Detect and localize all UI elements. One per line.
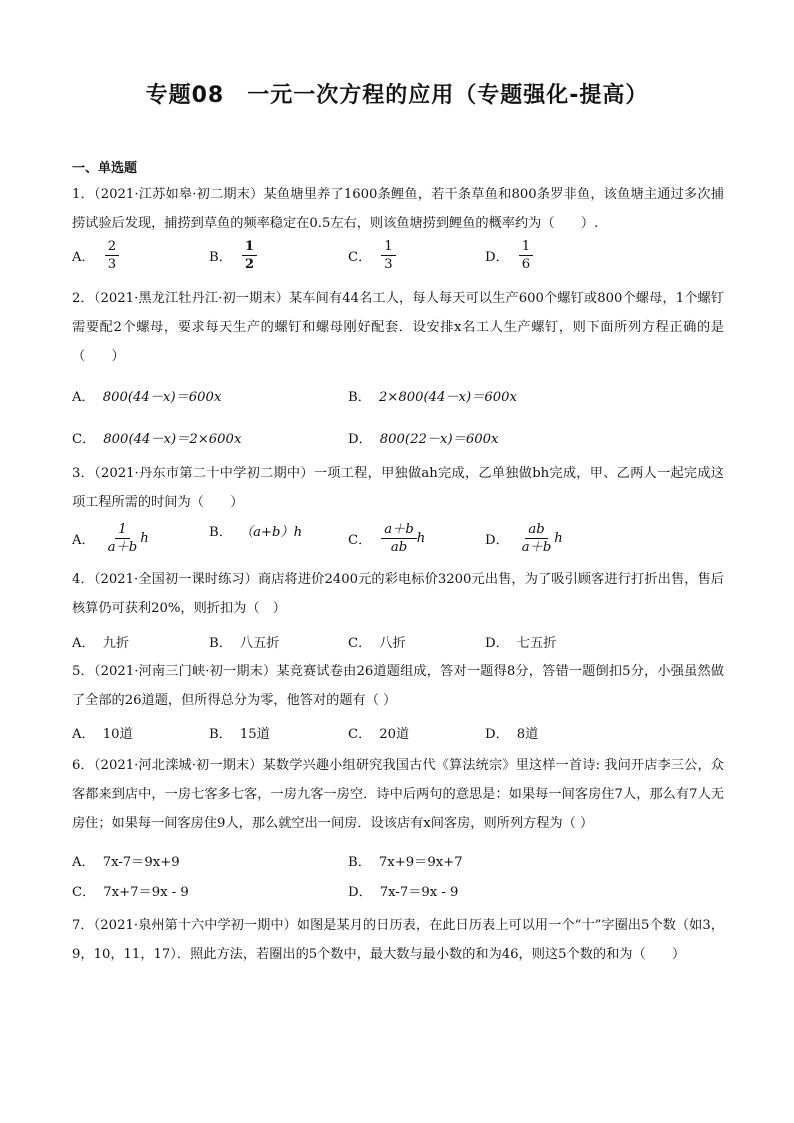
fraction: $\frac{1}{2}$ — [242, 238, 257, 273]
fraction: $\frac{1}{a+b}$ — [107, 522, 138, 555]
option-c: C． 20道 — [348, 727, 410, 742]
page-title: 专题08 一元一次方程的应用（专题强化-提高） — [145, 83, 649, 108]
question-4: 4．（2021·全国初一课时练习）商店将进价2400元的彩电标价3200元出售，为了吸引顾客进行打折出售，售后核算仍可获利20%，则折扣为（ ） — [72, 572, 724, 616]
option-d — [485, 238, 533, 273]
option-a: A． $\frac{1}{a+b}$ h — [72, 522, 149, 555]
option-b: B． 八五折 — [209, 636, 280, 651]
option-d: D． $\frac{ab}{a+b}$ h — [485, 522, 563, 555]
option-b: B． 2×800(44－x)＝600x — [348, 390, 517, 405]
fraction: $\frac{2}{3}$ — [105, 238, 119, 273]
option-label: B． — [209, 250, 232, 265]
question-1: 1．（2021·江苏如皋·初二期末）某鱼塘里养了1600条鲤鱼，若干条草鱼和800条罗非鱼，该鱼塘主通过多次捕捞试验后发现，捕捞到草鱼的频率稳定在0.5左右，则该鱼塘捞到鲤鱼的概率约为（ ）. — [72, 187, 724, 231]
option-label: D． — [485, 250, 509, 265]
option-label: A． — [72, 250, 95, 265]
option-d: D． 800(22－x)＝600x — [348, 432, 499, 447]
question-6: 6．（2021·河北滦城·初一期末）某数学兴趣小组研究我国古代《算法统宗》里这样一首诗: 我问开店李三公，众客都来到店中，一房七客多七客，一房九客一房空．诗中后两句的意思是：如果每一间客房住7人，那么有7人无房住；如果每一间客房住9人，那么就空出一间房．设该店有x间客房，则所列方程为（ ） — [72, 758, 724, 831]
fraction: $\frac{1}{3}$ — [381, 238, 395, 273]
question-5: 5．（2021·河南三门峡·初一期末）某竞赛试卷由26道题组成，答对一题得8分，答错一题倒扣5分，小强虽然做了全部的26道题，但所得总分为零，他答对的题有（ ） — [72, 664, 724, 708]
option-a: A． 九折 — [72, 636, 130, 651]
option-b: B． （a+b）h — [209, 525, 303, 540]
question-7: 7．（2021·泉州第十六中学初一期中）如图是某月的日历表，在此日历表上可以用一个“十”字圈出5个数（如3，9，10，11，17）．照此方法，若圈出的5个数中，最大数与最小数的和为46，则这5个数的和为（ ） — [72, 918, 724, 962]
option-a: A． 7x-7＝9x+9 — [72, 855, 180, 870]
option-a: A． 800(44－x)＝600x — [72, 390, 222, 405]
option-b — [209, 238, 257, 273]
question-2: 2．（2021·黑龙江牡丹江·初一期末）某车间有44名工人，每人每天可以生产600个螺钉或800个螺母，1个螺钉需要配2个螺母，要求每天生产的螺钉和螺母刚好配套．设安排x名工人生产螺钉，则下面所列方程正确的是（ ） — [72, 291, 724, 364]
section-heading: 一、单选题 — [72, 161, 138, 176]
option-d: D． 8道 — [485, 727, 539, 742]
option-c: C． 7x+7＝9x - 9 — [72, 885, 189, 900]
option-c: C． 八折 — [348, 636, 406, 651]
option-c: C． $\frac{a+b}{ab}$ h — [348, 522, 426, 555]
option-b: B． 15道 — [209, 727, 270, 742]
fraction: $\frac{ab}{a+b}$ — [521, 522, 552, 555]
option-d: D． 7x-7＝9x - 9 — [348, 885, 459, 900]
fraction: $\frac{1}{6}$ — [519, 238, 533, 273]
option-a: A． 10道 — [72, 727, 133, 742]
option-c: C． 800(44－x)＝2×600x — [72, 432, 242, 447]
option-a — [72, 238, 119, 273]
question-3: 3．（2021·丹东市第二十中学初二期中）一项工程，甲独做ah完成，乙单独做bh完成，甲、乙两人一起完成这项工程所需的时间为（ ） — [72, 466, 724, 510]
option-d: D． 七五折 — [485, 636, 557, 651]
option-c — [348, 238, 396, 273]
option-b: B． 7x+9＝9x+7 — [348, 855, 463, 870]
option-label: C． — [348, 250, 372, 265]
fraction: $\frac{a+b}{ab}$ — [381, 521, 417, 556]
